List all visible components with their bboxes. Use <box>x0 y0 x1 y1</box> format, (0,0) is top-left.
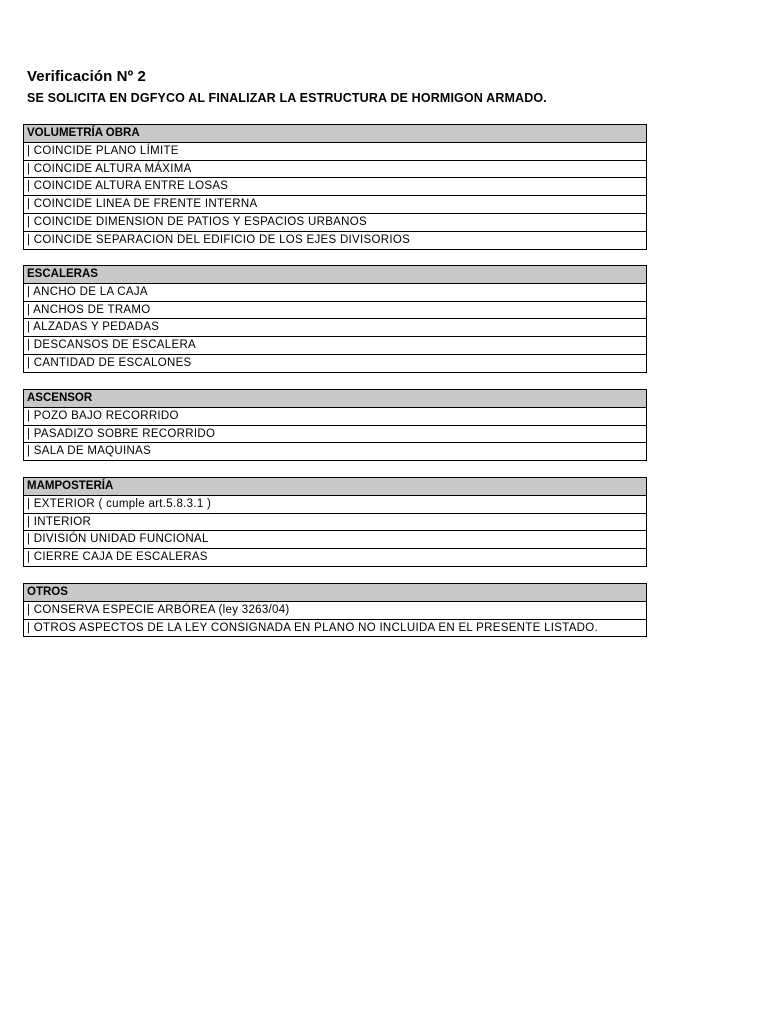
section-heading: ESCALERAS <box>24 266 646 284</box>
checklist-item: | CANTIDAD DE ESCALONES <box>24 355 646 373</box>
checklist-item: | COINCIDE ALTURA ENTRE LOSAS <box>24 178 646 196</box>
section-heading: ASCENSOR <box>24 390 646 408</box>
section-heading: OTROS <box>24 584 646 602</box>
section-mamposteria <box>23 477 647 567</box>
checklist-item: | INTERIOR <box>24 514 646 532</box>
section-volumetria-obra <box>23 124 647 250</box>
section-otros <box>23 583 647 637</box>
checklist-item: | COINCIDE ALTURA MÁXIMA <box>24 161 646 179</box>
checklist-item: | DESCANSOS DE ESCALERA <box>24 337 646 355</box>
checklist-item: | COINCIDE SEPARACION DEL EDIFICIO DE LOS EJES DIVISORIOS <box>24 232 646 250</box>
checklist-item: | ANCHO DE LA CAJA <box>24 284 646 302</box>
checklist-item: | SALA DE MAQUINAS <box>24 443 646 461</box>
checklist-item: | COINCIDE DIMENSION DE PATIOS Y ESPACIOS URBANOS <box>24 214 646 232</box>
section-ascensor <box>23 389 647 461</box>
checklist-item: | COINCIDE LINEA DE FRENTE INTERNA <box>24 196 646 214</box>
section-heading: VOLUMETRÍA OBRA <box>24 125 646 143</box>
document-subtitle: SE SOLICITA EN DGFYCO AL FINALIZAR LA ESTRUCTURA DE HORMIGON ARMADO. <box>27 91 547 105</box>
checklist-item: | CIERRE CAJA DE ESCALERAS <box>24 549 646 567</box>
checklist-item: | EXTERIOR ( cumple art.5.8.3.1 ) <box>24 496 646 514</box>
checklist-item: | OTROS ASPECTOS DE LA LEY CONSIGNADA EN PLANO NO INCLUIDA EN EL PRESENTE LISTADO. <box>24 620 646 638</box>
document-title: Verificación Nº 2 <box>27 68 146 85</box>
checklist-item: | DIVISIÓN UNIDAD FUNCIONAL <box>24 531 646 549</box>
checklist-item: | PASADIZO SOBRE RECORRIDO <box>24 426 646 444</box>
section-heading: MAMPOSTERÍA <box>24 478 646 496</box>
checklist-item: | ALZADAS Y PEDADAS <box>24 319 646 337</box>
checklist-item: | CONSERVA ESPECIE ARBÓREA (ley 3263/04) <box>24 602 646 620</box>
checklist-item: | ANCHOS DE TRAMO <box>24 302 646 320</box>
checklist-item: | POZO BAJO RECORRIDO <box>24 408 646 426</box>
section-escaleras <box>23 265 647 373</box>
checklist-item: | COINCIDE PLANO LÍMITE <box>24 143 646 161</box>
